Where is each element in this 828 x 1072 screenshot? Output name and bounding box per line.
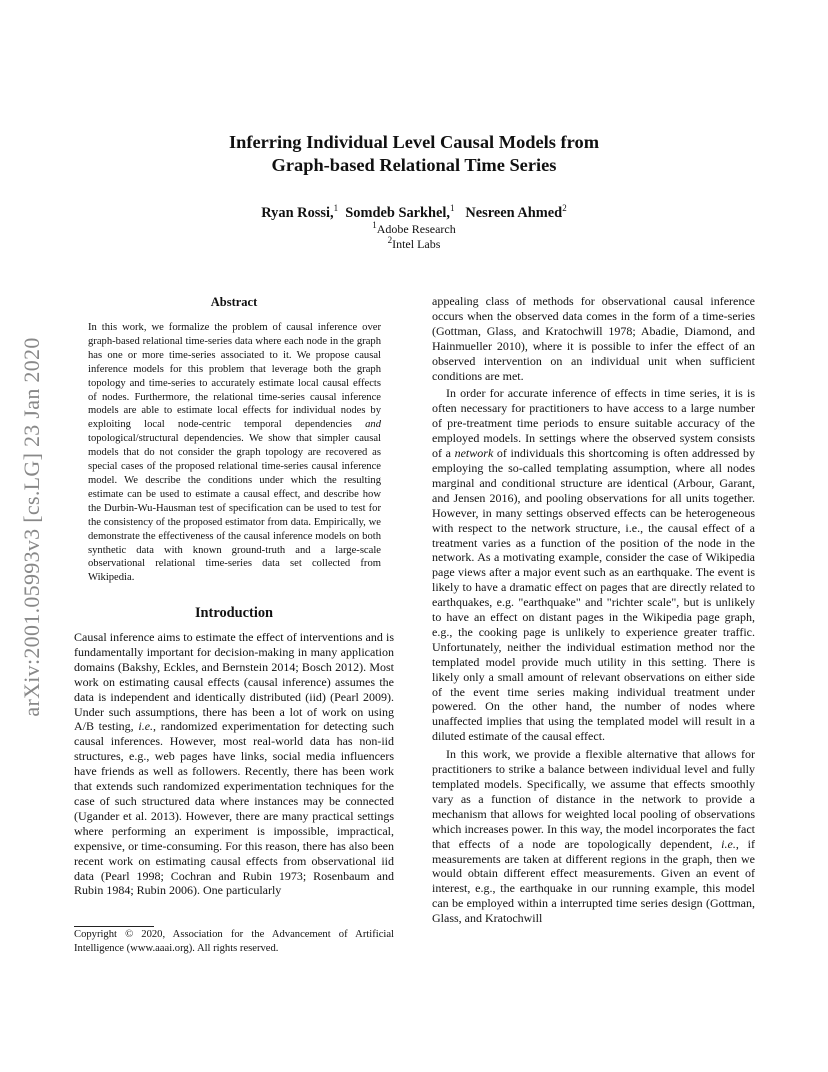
affiliation-1: $^1$Adobe Research [372, 220, 456, 236]
affiliation-2: $^2$Intel Labs [387, 235, 441, 251]
author-3: Nesreen Ahmed$^2$ [465, 203, 567, 221]
introduction-paragraph: Causal inference aims to estimate the effect of interventions and is fundamentally important for decision-making in many application domains (Bakshy, Eckles, and Bernstein 2014; Bosch 2012). Most work on estimating causal effects (causal inference) assumes the data is independent and identically distributed (iid) (Pearl 2009). Under such assumptions, there has been a lot of work on using A/B testing, i.e., randomized experimentation for detecting such causal inferences. However, most real-world data has non-iid structures, e.g., web pages have links, social media influencers have friends as well as followers. Recently, there has been work that extends such randomized experimentation techniques for the case of such structured data where instances may be connected (Ugander et al. 2013). However, there are many practical settings where performing an experiment is impossible, impractical, expensive, or time-consuming. For this reason, there has also been recent work on estimating causal effects from observational iid data (Pearl 1998; Cochran and Rubin 1973; Rosenbaum and Rubin 1984; Rubin 2006). One particularly [74, 630, 394, 898]
right-paragraph-1: appealing class of methods for observational causal inference occurs when the observed data comes in the form of a time-series (Gottman, Glass, and Kratochwill 1978; Abadie, Diamond, and Hainmueller 2010), where it is possible to infer the effect of an observed intervention on an individual unit when sufficient conditions are met. [432, 294, 755, 383]
right-paragraph-2: In order for accurate inference of effects in time series, it is is often necessary for practitioners to have access to a large number of pre-treatment time periods to ensure suitable accuracy of the employed models. In settings where the observed system consists of a network of individuals this shortcoming is often addressed by employing the so-called templating assumption, where all nodes marginal and conditional structure are identical (Arbour, Garant, and Jensen 2016), and pooling observations for all units together. However, in many settings observed effects can be heterogeneous with respect to the network structure, i.e., the causal effect of a treatment varies as a function of the position of the node in the network. As a motivating example, consider the case of Wikipedia page views after a major event such as an earthquake. The event is likely to have a dramatic effect on pages that are directly related to earthquakes, e.g. "earthquake" and "richter scale", but is unlikely to have an effect on distant pages in the Wikipedia page graph, e.g., the cooking page is unlikely to experience greater traffic. Unfortunately, neither the individual estimation method nor the templated model provide much utility in this setting. There is likely only a small amount of relevant observations on either side of the event time series making individual treatment under powered. On the other hand, the number of nodes where unaffected implies that using the templated model will result in a diluted estimate of the causal effect. [432, 386, 756, 744]
arxiv-stamp-text: arXiv:2001.05993v3 [cs.LG] 23 Jan 2020 [19, 337, 44, 717]
introduction-heading: Introduction [194, 605, 274, 621]
right-column [432, 294, 755, 929]
paper-title [120, 131, 708, 177]
author-2: Somdeb Sarkhel,$^1$ [345, 203, 455, 221]
abstract-body: In this work, we formalize the problem of causal inference over graph-based relational time-series data where each node in the graph has one or more time-series associated to it. We propose causal inference models for this problem that leverage both the graph topology and time-series to accurately estimate local causal effects of nodes. Furthermore, the relational time-series causal inference models are able to estimate local effects for individual nodes by exploiting local node-centric temporal dependencies and topological/structural dependencies. We show that simpler causal models that do not consider the graph topology are recovered as special cases of the proposed relational time-series causal inference model. We describe the conditions under which the resulting estimate can be used to estimate a causal effect, and describe how the Durbin-Wu-Hausman test of specification can be used to test for the consistency of the proposed estimator from data. Empirically, we demonstrate the effectiveness of the causal inference models on both synthetic data with known ground-truth and a large-scale observational relational time-series data set collected from Wikipedia. [88, 322, 381, 584]
author-1: Ryan Rossi,$^1$ [261, 203, 339, 221]
right-paragraph-3: In this work, we provide a flexible alternative that allows for practitioners to strike a balance between individual level and fully templated models. Specifically, we assume that effects smoothly vary as a function of distance in the network to provide a mechanism that allows for weighted local pooling of observations which increases power. In this way, the model incorporates the fact that effects of a node are topologically dependent, i.e., if measurements are taken at different regions in the graph, then we would obtain different effect measurements. Given an event of interest, e.g., the earthquake in our running example, this model can be employed within a interrupted time series design (Gottman, Glass, and Kratochwill [432, 747, 755, 926]
title-line-1: Inferring Individual Level Causal Models from [228, 132, 600, 152]
footnote-rule [74, 926, 154, 927]
copyright-footnote: Copyright © 2020, Association for the Advancement of Artificial Intelligence (www.aaai.org). All rights reserved. [74, 929, 394, 954]
arxiv-stamp [14, 292, 50, 762]
title-line-2: Graph-based Relational Time Series [271, 155, 557, 175]
abstract-heading: Abstract [210, 295, 258, 309]
